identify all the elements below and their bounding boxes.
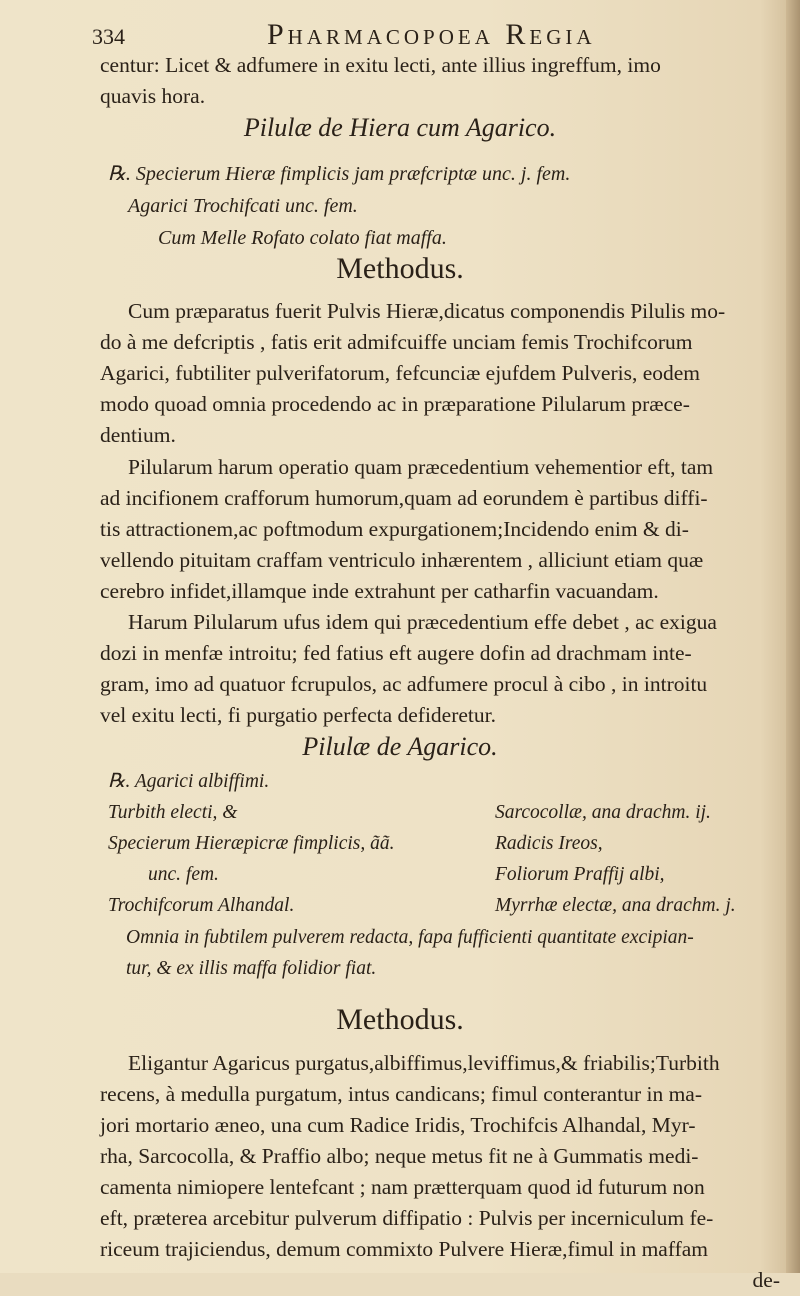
ingredient-line: Sarcocollæ, ana drachm. ij. — [495, 802, 711, 823]
recipe-instructions — [126, 922, 786, 984]
text-line: Eligantur Agaricus purgatus,albiffimus,leviffimus,& friabilis;Turbith — [128, 1051, 720, 1075]
ingredient-line: Cum Melle Rofato colato fiat maffa. — [158, 227, 447, 249]
text-line: rha, Sarcocolla, & Praffio albo; neque metus fit ne à Gummatis medi- — [100, 1144, 699, 1168]
text-line: vellendo pituitam craffam ventriculo inhærentem , alliciunt etiam quæ — [100, 548, 704, 572]
text-line: ad incifionem crafforum humorum,quam ad eorundem è partibus diffi- — [100, 486, 708, 510]
text-line: tis attractionem,ac poftmodum expurgationem;Incidendo enim & di- — [100, 517, 689, 541]
text-line: camenta nimiopere lentefcant ; nam prætterquam quod id futurum non — [100, 1175, 705, 1199]
page-header — [92, 10, 782, 50]
instruction-line: Omnia in fubtilem pulverem redacta, fapa fufficienti quantitate excipian- — [126, 927, 694, 948]
text-line: quavis hora. — [100, 84, 206, 108]
text-line: do à me defcriptis , fatis erit admifcuiffe unciam femis Trochifcorum — [100, 330, 693, 354]
method-paragraph — [100, 607, 780, 731]
text-line: vel exitu lecti, fi purgatio perfecta defideretur. — [100, 703, 496, 727]
method-paragraph — [100, 452, 780, 607]
running-title: Pharmacopoea Regia — [267, 18, 596, 51]
ingredients-left-column — [108, 766, 488, 921]
text-line: Agarici, fubtiliter pulverifatorum, fefcunciæ ejufdem Pulveris, eodem — [100, 361, 701, 385]
top-paragraph — [100, 50, 780, 112]
text-line: jori mortario æneo, una cum Radice Iridis, Trochifcis Alhandal, Myr- — [100, 1113, 696, 1137]
ingredient-line: Specierum Hieræpicræ fimplicis, ãã. — [108, 833, 395, 854]
text-line: Harum Pilularum ufus idem qui præcedentium effe debet , ac exigua — [128, 610, 717, 634]
text-line: Cum præparatus fuerit Pulvis Hieræ,dicatus componendis Pilulis mo- — [128, 299, 726, 323]
text-line: recens, à medulla purgatum, intus candicans; fimul conterantur in ma- — [100, 1082, 703, 1106]
ingredient-line: unc. fem. — [148, 864, 219, 885]
ingredient-line: Agarici Trochifcati unc. fem. — [128, 195, 358, 217]
ingredient-line: Myrrhæ electæ, ana drachm. j. — [495, 895, 736, 916]
text-line: gram, imo ad quatuor fcrupulos, ac adfumere procul à cibo , in introitu — [100, 672, 708, 696]
ingredient-line: Trochifcorum Alhandal. — [108, 895, 295, 916]
text-line: dozi in menfæ introitu; fed fatius eft augere dofin ad drachmam inte- — [100, 641, 692, 665]
text-line: centur: Licet & adfumere in exitu lecti, ante illius ingreffum, imo — [100, 53, 661, 77]
text-line: Pilularum harum operatio quam præcedentium vehementior eft, tam — [128, 455, 714, 479]
method-paragraph — [100, 296, 780, 451]
recipe-title: Pilulæ de Agarico. — [302, 732, 498, 761]
text-line: cerebro infidet,illamque inde extrahunt per catharfin vacuandam. — [100, 579, 659, 603]
method-heading: Methodus. — [336, 252, 464, 285]
catchword: de- — [752, 1268, 780, 1292]
ingredient-line: ℞. Specierum Hieræ fimplicis jam præfcriptæ unc. j. fem. — [108, 163, 571, 185]
text-line: dentium. — [100, 423, 176, 447]
text-line: riceum trajiciendus, demum commixto Pulvere Hieræ,fimul in maffam — [100, 1237, 709, 1261]
text-line: eft, præterea arcebitur pulverum diffipatio : Pulvis per incerniculum fe- — [100, 1206, 714, 1230]
text-line: modo quoad omnia procedendo ac in præparatione Pilularum præce- — [100, 392, 690, 416]
ingredient-line: ℞. Agarici albiffimi. — [108, 771, 270, 792]
ingredients-right-column — [495, 797, 795, 921]
ingredient-line: Turbith electi, & — [108, 802, 238, 823]
recipe-title: Pilulæ de Hiera cum Agarico. — [243, 113, 557, 142]
recipe-ingredients — [108, 158, 798, 254]
ingredient-line: Foliorum Praffij albi, — [495, 864, 665, 885]
page-number: 334 — [92, 24, 125, 49]
instruction-line: tur, & ex illis maffa folidior fiat. — [126, 958, 377, 979]
method-paragraph — [100, 1048, 780, 1296]
ingredient-line: Radicis Ireos, — [495, 833, 603, 854]
method-heading: Methodus. — [336, 1003, 464, 1036]
